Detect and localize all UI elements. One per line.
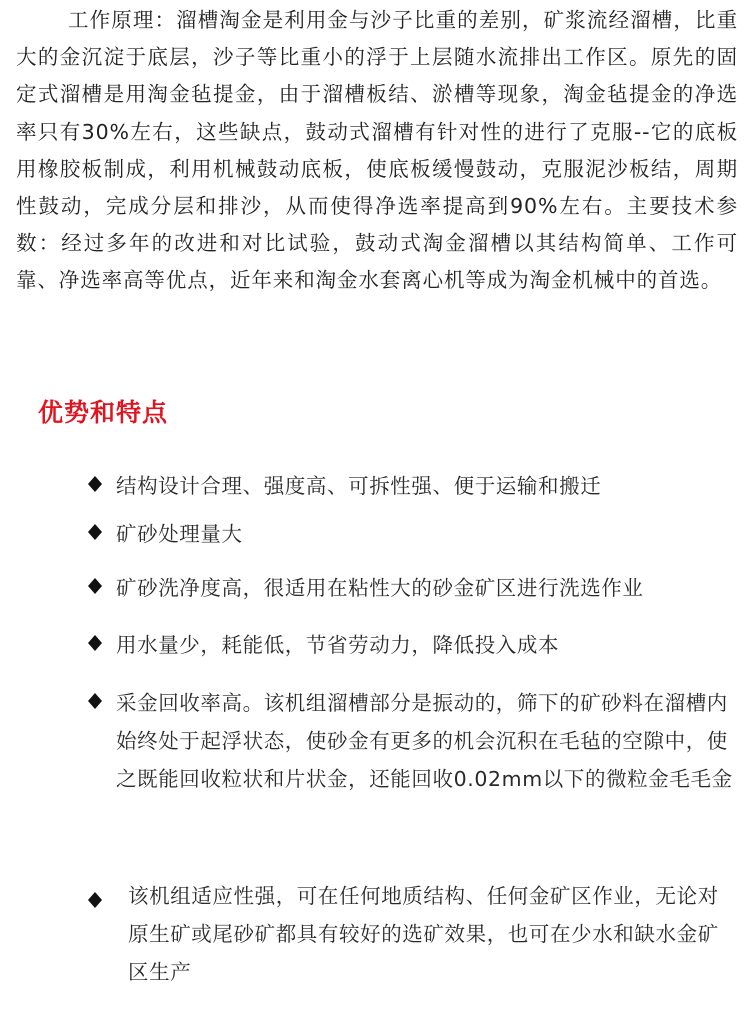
- diamond-bullet-icon: [86, 692, 104, 710]
- feature-item-text: 用水量少，耗能低，节省劳动力，降低投入成本: [116, 633, 560, 657]
- diamond-bullet-icon: [86, 577, 104, 595]
- diamond-bullet-icon: [86, 891, 104, 909]
- feature-item: [86, 569, 644, 607]
- section-title: 优势和特点: [38, 398, 169, 427]
- feature-item-text: 矿砂处理量大: [116, 522, 243, 546]
- feature-item-text: 该机组适应性强，可在任何地质结构、任何金矿区作业，无论对原生矿或尾砂矿都具有较好的选矿效果，也可在少水和缺水金矿区生产: [128, 884, 719, 985]
- diamond-bullet-icon: [86, 634, 104, 652]
- diamond-bullet-icon: [86, 475, 104, 493]
- feature-item: [86, 626, 559, 664]
- feature-item: [86, 515, 243, 553]
- feature-item: [86, 684, 736, 799]
- diamond-bullet-icon: [86, 523, 104, 541]
- intro-paragraph: 工作原理：溜槽淘金是利用金与沙子比重的差别，矿浆流经溜槽，比重大的金沉淀于底层，沙子等比重小的浮于上层随水流排出工作区。原先的固定式溜槽是用淘金毡提金，由于溜槽板结、淤槽等现象，淘金毡提金的净选率只有30%左右，这些缺点，鼓动式溜槽有针对性的进行了克服--它的底板用橡胶板制成，利用机械鼓动底板，使底板缓慢鼓动，克服泥沙板结，周期性鼓动，完成分层和排沙，从而使得净选率提高到90%左右。主要技术参数：经过多年的改进和对比试验，鼓动式淘金溜槽以其结构简单、工作可靠、净选率高等优点，近年来和淘金水套离心机等成为淘金机械中的首选。: [16, 8, 738, 293]
- feature-item: [86, 877, 728, 992]
- feature-item: [86, 467, 601, 505]
- feature-item-text: 结构设计合理、强度高、可拆性强、便于运输和搬迁: [116, 474, 602, 498]
- feature-item-text: 采金回收率高。该机组溜槽部分是振动的，筛下的矿砂料在溜槽内始终处于起浮状态，使砂金有更多的机会沉积在毛毡的空隙中，使之既能回收粒状和片状金，还能回收0.02mm以下的微粒金毛毛金: [116, 691, 733, 792]
- feature-item-text: 矿砂洗净度高，很适用在粘性大的砂金矿区进行洗选作业: [116, 576, 644, 600]
